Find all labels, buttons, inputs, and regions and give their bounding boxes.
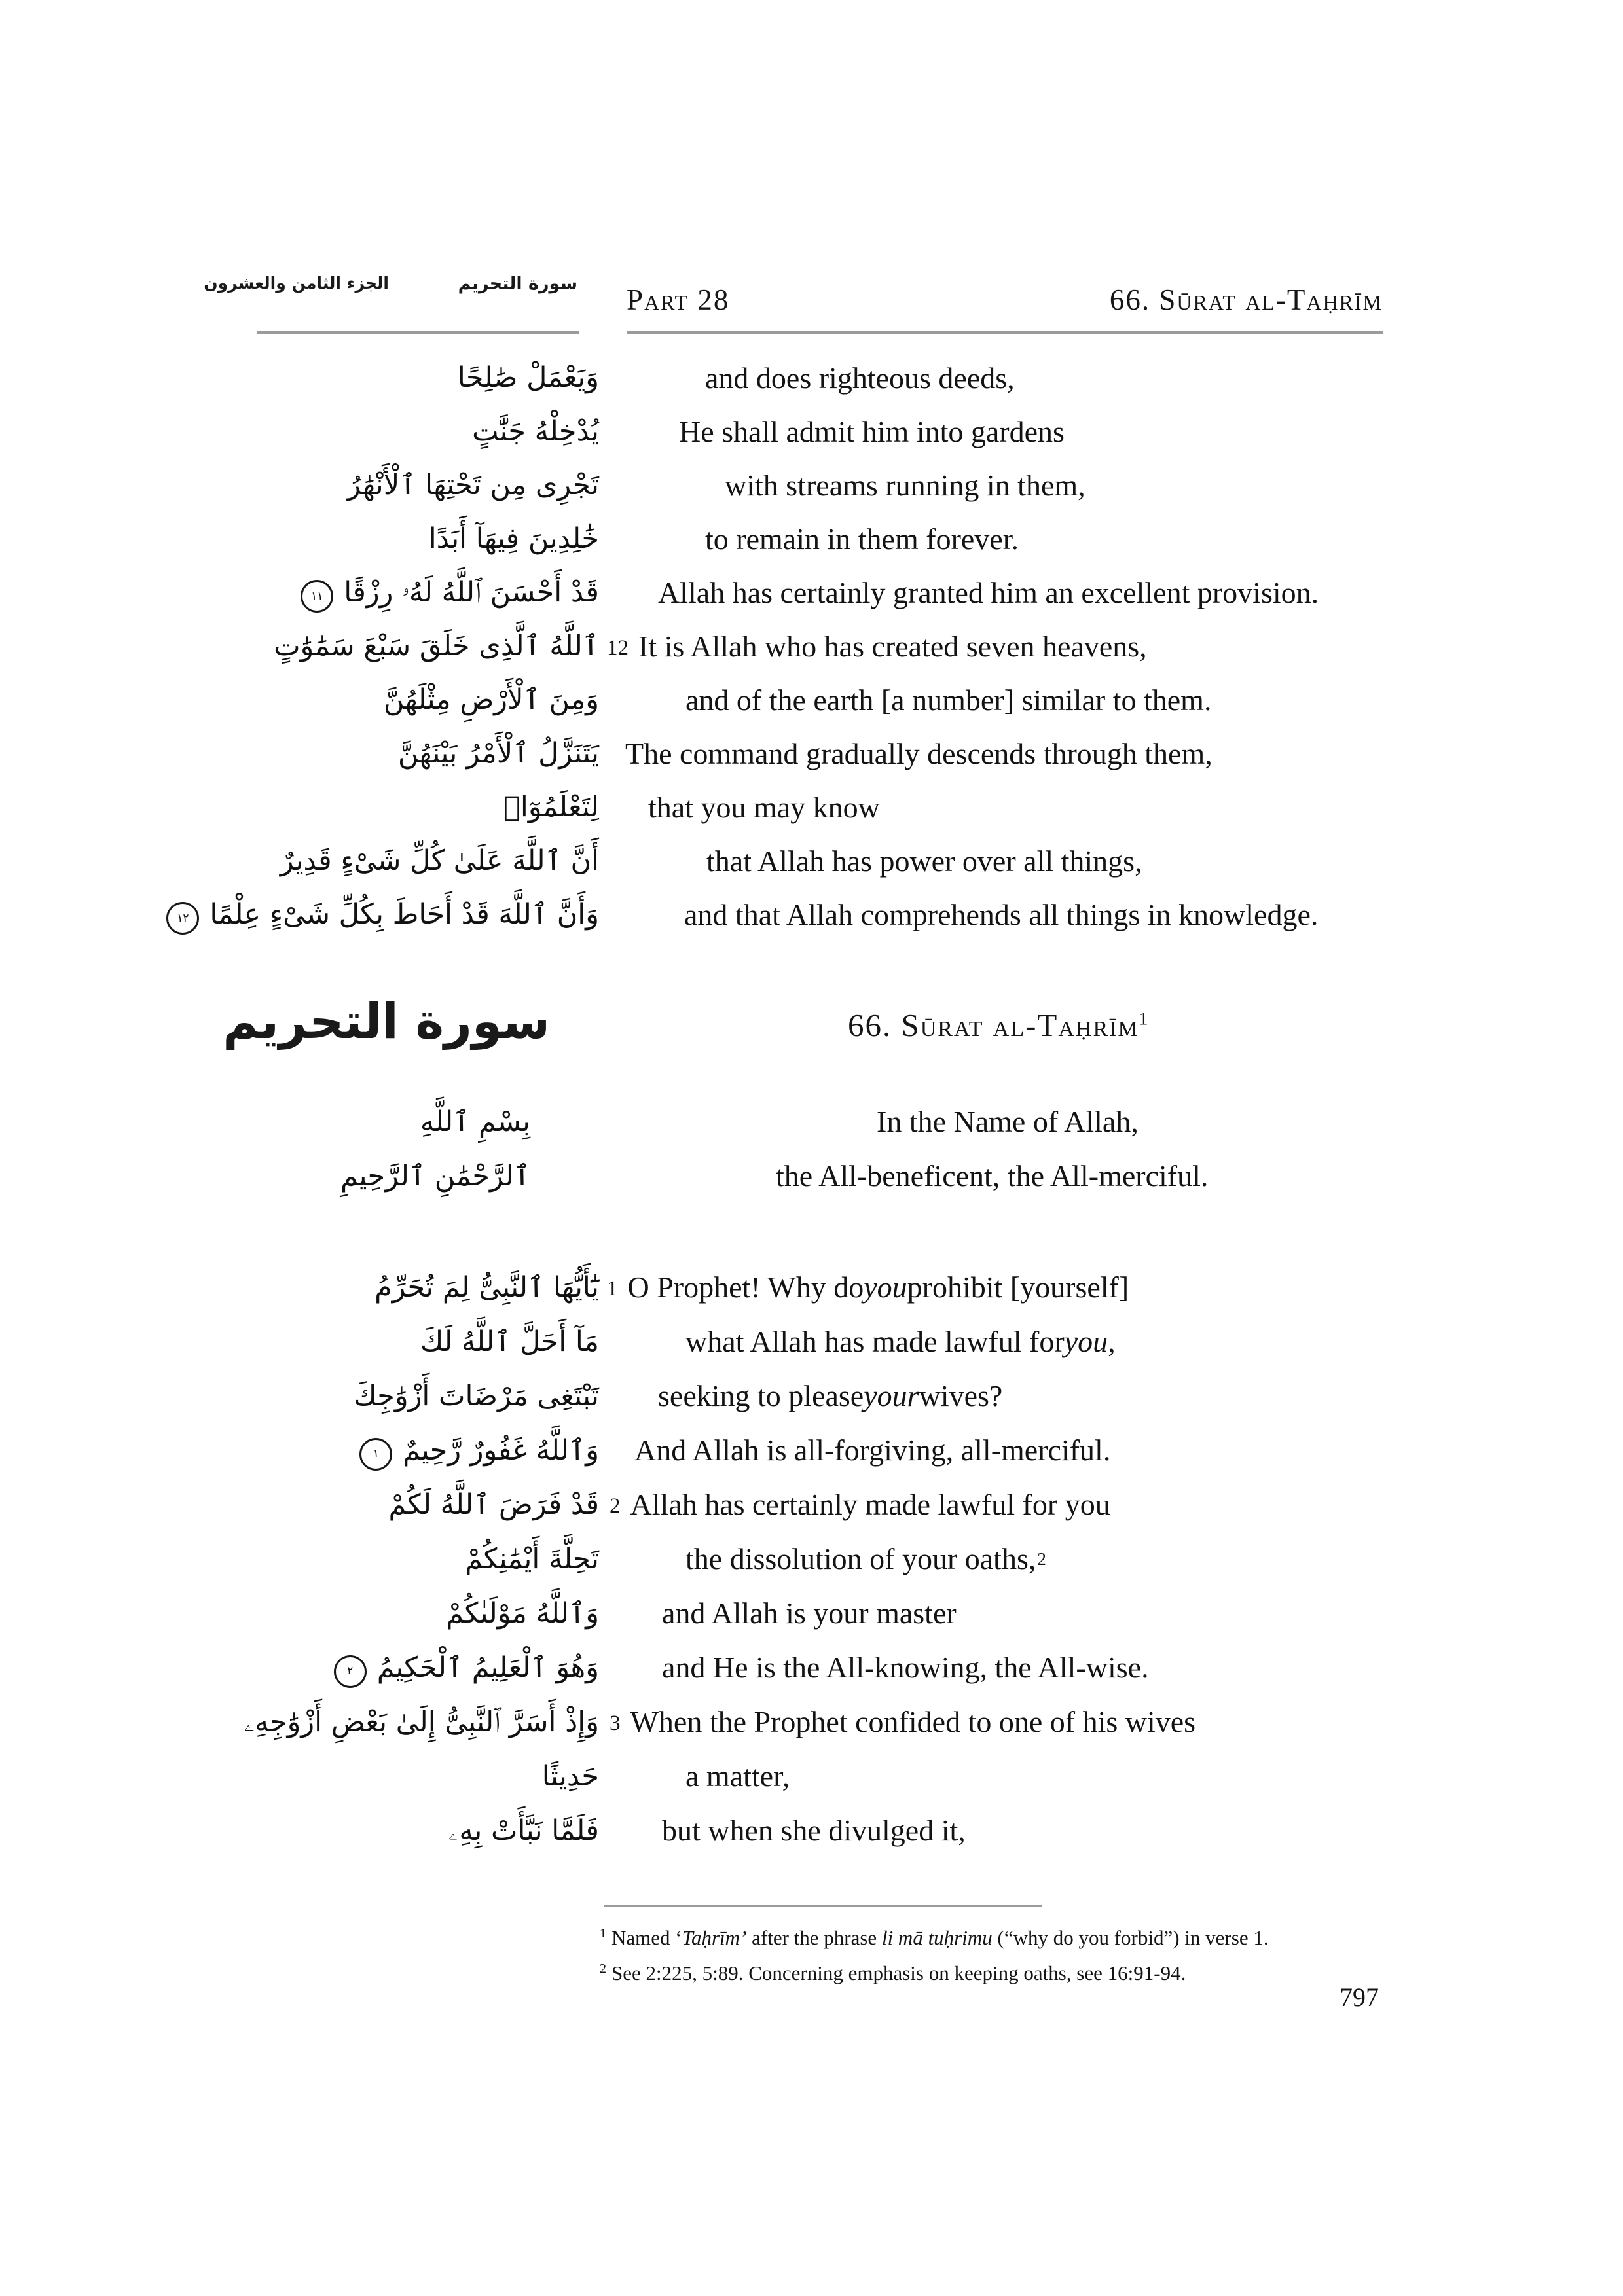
english-phrase: a matter, <box>685 1759 790 1793</box>
english-text: what Allah has made lawful for <box>685 1325 1065 1358</box>
arabic-text: ٱلرَّحْمَٰنِ ٱلرَّحِيمِ <box>340 1159 530 1193</box>
phrase-row <box>255 1314 1383 1369</box>
arabic-phrase <box>446 1586 599 1640</box>
arabic-text: يُدْخِلْهُ جَنَّٰتٍ <box>472 415 599 448</box>
arabic-text: وَٱللَّهُ مَوْلَىٰكُمْ <box>446 1596 599 1630</box>
ayah-end-ornament <box>166 902 199 935</box>
arabic-phrase <box>420 1094 530 1149</box>
english-phrase: And Allah is all-forgiving, all-merciful. <box>634 1433 1111 1467</box>
phrase-row <box>255 1640 1383 1695</box>
surah-heading-section <box>223 990 1383 1098</box>
phrase-row <box>255 1369 1383 1423</box>
arabic-text: وَهُوَ ٱلْعَلِيمُ ٱلْحَكِيمُ <box>376 1651 599 1684</box>
header-rule-right <box>627 331 1383 334</box>
english-text: the dissolution of your oaths, <box>685 1542 1036 1575</box>
english-phrase: and Allah is your master <box>662 1596 957 1630</box>
english-phrase: that Allah has power over all things, <box>706 844 1142 878</box>
english-phrase <box>658 1369 1002 1423</box>
english-phrase: and that Allah comprehends all things in knowledge. <box>684 897 1319 931</box>
page-number: 797 <box>1340 1982 1379 2012</box>
phrase-row <box>255 458 1383 512</box>
arabic-text: حَدِيثًا <box>541 1759 599 1793</box>
phrase-row <box>255 1094 1383 1149</box>
arabic-phrase <box>503 780 599 834</box>
surah-heading <box>848 1007 1148 1044</box>
arabic-phrase <box>359 1423 599 1477</box>
arabic-phrase <box>389 1477 599 1532</box>
english-text-italic: your <box>864 1379 919 1412</box>
header-rule-left <box>257 331 579 334</box>
phrase-row <box>255 1477 1383 1532</box>
juz-calligraphy: الجزء الثامن والعشرون <box>204 274 389 293</box>
arabic-phrase <box>244 1695 599 1749</box>
arabic-text: أَنَّ ٱللَّهَ عَلَىٰ كُلِّ شَىْءٍ قَدِيرٌ <box>280 844 599 877</box>
phrase-row <box>255 565 1383 619</box>
footnote-marker: 1 <box>600 1926 606 1941</box>
surah-heading-footnote-ref: 1 <box>1139 1009 1148 1029</box>
footnote-text: after the phrase <box>746 1926 882 1949</box>
english-phrase <box>610 1695 1195 1749</box>
english-phrase <box>685 1314 1116 1369</box>
phrase-row <box>244 1695 1383 1749</box>
ayah-end-ornament <box>359 1438 392 1471</box>
english-text: Allah has certainly made lawful for you <box>630 1488 1110 1521</box>
verse-number: 3 <box>610 1712 621 1735</box>
english-phrase: with streams running in them, <box>725 468 1085 502</box>
ayah-number: ١١ <box>311 589 323 603</box>
arabic-phrase <box>384 673 599 726</box>
english-phrase: the All-beneficent, the All-merciful. <box>776 1159 1209 1193</box>
footnote-text-italic: li mā tuḥrimu <box>881 1926 993 1949</box>
phrase-row <box>255 404 1383 458</box>
phrase-row <box>255 834 1383 888</box>
arabic-text: وَإِذْ أَسَرَّ ٱلنَّبِىُّ إِلَىٰ بَعْضِ أَزْوَٰجِهِۦ <box>244 1705 599 1738</box>
arabic-phrase <box>465 1532 599 1586</box>
footnote-marker: 2 <box>600 1961 606 1976</box>
ayah-number: ٢ <box>347 1664 354 1677</box>
arabic-phrase <box>301 565 599 619</box>
arabic-text: وَٱللَّهُ غَفُورٌ رَّحِيمٌ <box>403 1433 599 1467</box>
arabic-text: يَٰٓأَيُّهَا ٱلنَّبِىُّ لِمَ تُحَرِّمُ <box>374 1270 599 1304</box>
verses-section <box>244 1260 1383 1857</box>
surah-calligraphy-large: سورة التحريم <box>223 994 550 1050</box>
phrase-row <box>255 1260 1383 1314</box>
arabic-phrase <box>166 888 599 941</box>
arabic-phrase <box>347 458 599 512</box>
ayah-number: ١٢ <box>177 911 189 925</box>
arabic-phrase <box>374 1260 599 1314</box>
arabic-text: قَدْ فَرَضَ ٱللَّهُ لَكُمْ <box>388 1488 599 1521</box>
phrase-row <box>255 673 1383 726</box>
arabic-text: ٱللَّهُ ٱلَّذِى خَلَقَ سَبْعَ سَمَٰوَٰتٍ <box>274 630 599 662</box>
footnote-text-italic: Taḥrīm’ <box>682 1926 747 1949</box>
arabic-phrase <box>334 1640 599 1695</box>
arabic-text: لِتَعْلَمُوٓا۟ <box>503 791 599 823</box>
english-text-italic: you <box>864 1270 907 1304</box>
arabic-text: قَدْ أَحْسَنَ ٱللَّهُ لَهُۥ رِزْقًا <box>344 576 599 609</box>
arabic-text: وَيَعْمَلْ صَٰلِحًا <box>457 361 599 394</box>
ayah-end-ornament <box>301 580 333 613</box>
part-label: Part 28 <box>627 283 730 316</box>
arabic-phrase <box>429 512 599 565</box>
arabic-phrase <box>354 1369 599 1423</box>
verse-number: 2 <box>610 1494 621 1518</box>
arabic-phrase <box>448 1803 599 1857</box>
phrase-row <box>255 1149 1383 1203</box>
header-surah-title: 66. Sūrat al-Taḥrīm <box>1109 283 1383 316</box>
english-text: wives? <box>919 1379 1003 1412</box>
footnote <box>600 1956 1392 1991</box>
page-header <box>204 263 1383 335</box>
phrase-row <box>255 1749 1383 1803</box>
arabic-phrase <box>274 619 599 673</box>
arabic-phrase <box>458 351 599 404</box>
footnote-rule <box>604 1905 1042 1907</box>
arabic-text: وَمِنَ ٱلْأَرْضِ مِثْلَهُنَّ <box>383 683 599 716</box>
english-phrase: Allah has certainly granted him an excellent provision. <box>658 575 1319 609</box>
english-phrase: but when she divulged it, <box>662 1814 966 1847</box>
english-text: prohibit [yourself] <box>907 1270 1129 1304</box>
footnote-text: Named ‘ <box>611 1926 682 1949</box>
english-text: When the Prophet confided to one of his wives <box>630 1705 1196 1738</box>
bismillah-section <box>255 1094 1383 1203</box>
surah-calligraphy-small: سورة التحريم <box>458 274 577 294</box>
phrase-row <box>255 1586 1383 1640</box>
ayah-end-ornament <box>334 1655 367 1688</box>
phrase-row <box>255 726 1383 780</box>
english-text-italic: you <box>1064 1325 1108 1358</box>
surah-heading-text: 66. Sūrat al-Taḥrīm <box>848 1007 1139 1043</box>
arabic-text: خَٰلِدِينَ فِيهَآ أَبَدًا <box>428 522 599 555</box>
footnote <box>600 1920 1392 1956</box>
verse-number: 1 <box>607 1277 618 1300</box>
arabic-phrase <box>472 404 599 458</box>
phrase-row <box>255 619 1383 673</box>
english-phrase: that you may know <box>648 790 880 824</box>
arabic-text: تَبْتَغِى مَرْضَاتَ أَزْوَٰجِكَ <box>354 1379 599 1412</box>
footnotes <box>600 1920 1392 1991</box>
arabic-phrase <box>398 726 599 780</box>
phrase-row <box>255 1423 1383 1477</box>
english-phrase: He shall admit him into gardens <box>679 414 1065 448</box>
phrase-row <box>255 512 1383 565</box>
footnote-text: (“why do you forbid”) in verse 1. <box>992 1926 1269 1949</box>
english-phrase: In the Name of Allah, <box>877 1105 1139 1138</box>
arabic-text: مَآ أَحَلَّ ٱللَّهُ لَكَ <box>420 1325 599 1358</box>
english-text: It is Allah who has created seven heavens, <box>638 629 1147 663</box>
english-text: seeking to please <box>658 1379 864 1412</box>
english-phrase: to remain in them forever. <box>705 522 1019 556</box>
english-phrase: and He is the All-knowing, the All-wise. <box>662 1651 1149 1684</box>
english-phrase <box>607 1260 1129 1314</box>
phrase-row <box>255 1803 1383 1857</box>
arabic-text: فَلَمَّا نَبَّأَتْ بِهِۦ <box>448 1814 599 1847</box>
english-phrase <box>607 619 1147 673</box>
phrase-row <box>177 888 1383 941</box>
english-text: , <box>1108 1325 1116 1358</box>
english-phrase: and of the earth [a number] similar to them. <box>685 683 1212 717</box>
english-phrase: and does righteous deeds, <box>705 361 1015 395</box>
arabic-text: تَجْرِى مِن تَحْتِهَا ٱلْأَنْهَٰرُ <box>347 469 599 501</box>
phrase-row <box>255 780 1383 834</box>
arabic-phrase <box>340 1149 530 1203</box>
english-phrase: the dissolution of your oaths, 2 <box>685 1542 1046 1575</box>
verse-number: 12 <box>607 636 629 660</box>
arabic-text: بِسْمِ ٱللَّهِ <box>420 1105 530 1138</box>
arabic-text: تَحِلَّةَ أَيْمَٰنِكُمْ <box>465 1542 599 1575</box>
english-phrase: The command gradually descends through them, <box>625 736 1213 770</box>
phrase-row <box>255 1532 1383 1586</box>
arabic-phrase <box>542 1749 599 1803</box>
arabic-phrase <box>280 834 599 888</box>
english-text: O Prophet! Why do <box>627 1270 864 1304</box>
ayah-number: ١ <box>373 1447 379 1460</box>
arabic-text: وَأَنَّ ٱللَّهَ قَدْ أَحَاطَ بِكُلِّ شَىْءٍ عِلْمًا <box>210 898 599 931</box>
phrase-row <box>255 351 1383 404</box>
continuation-section <box>177 351 1383 941</box>
arabic-text: يَتَنَزَّلُ ٱلْأَمْرُ بَيْنَهُنَّ <box>397 737 599 770</box>
english-phrase <box>610 1477 1110 1532</box>
footnote-text: See 2:225, 5:89. Concerning emphasis on keeping oaths, see 16:91-94. <box>611 1962 1186 1984</box>
arabic-phrase <box>420 1314 599 1369</box>
